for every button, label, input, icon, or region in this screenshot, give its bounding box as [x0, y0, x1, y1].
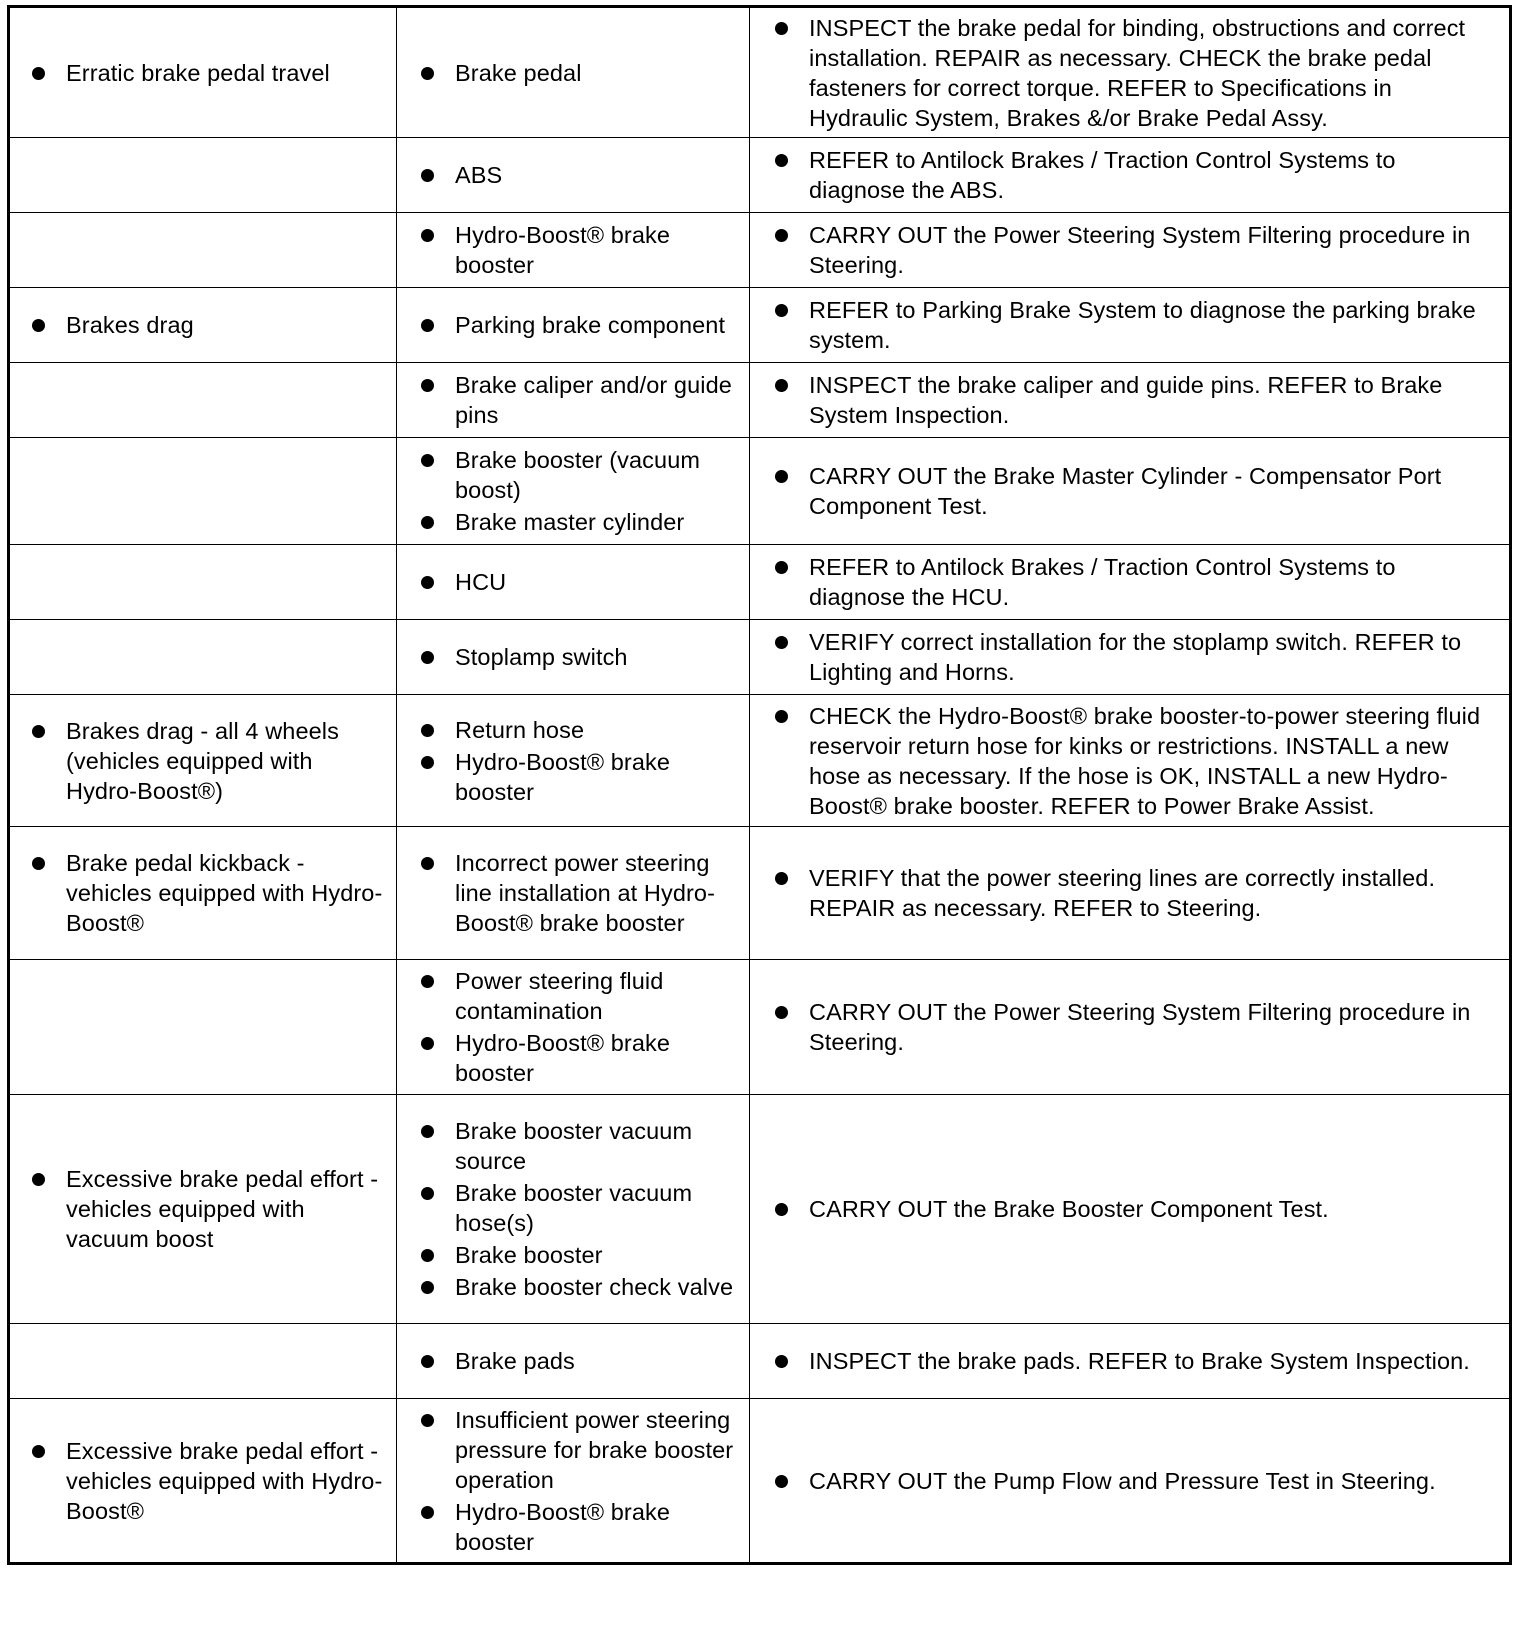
- table-row: [9, 213, 1511, 288]
- source-item: Return hose: [455, 715, 741, 745]
- condition-cell: [9, 960, 397, 1095]
- source-list: [397, 567, 749, 597]
- action-list: [750, 1194, 1509, 1224]
- action-cell: [750, 288, 1511, 363]
- action-cell: [750, 213, 1511, 288]
- condition-cell: [9, 1095, 397, 1324]
- condition-cell: [9, 363, 397, 438]
- source-list: [397, 1116, 749, 1302]
- source-list: [397, 58, 749, 88]
- source-list: [397, 445, 749, 537]
- action-cell: [750, 620, 1511, 695]
- table-row: [9, 7, 1511, 138]
- table-row: [9, 1399, 1511, 1564]
- source-item: Stoplamp switch: [455, 642, 741, 672]
- possible-source-cell: [397, 7, 750, 138]
- source-list: [397, 310, 749, 340]
- source-item: Power steering fluid contamination: [455, 966, 741, 1026]
- possible-source-cell: [397, 138, 750, 213]
- table-row: [9, 620, 1511, 695]
- possible-source-cell: [397, 695, 750, 827]
- source-item: Hydro-Boost® brake booster: [455, 1497, 741, 1557]
- source-item: Brake master cylinder: [455, 507, 741, 537]
- action-list: [750, 997, 1509, 1057]
- action-list: [750, 627, 1509, 687]
- table-row: [9, 138, 1511, 213]
- possible-source-cell: [397, 545, 750, 620]
- source-list: [397, 1405, 749, 1557]
- possible-source-cell: [397, 438, 750, 545]
- source-item: Hydro-Boost® brake booster: [455, 747, 741, 807]
- table-row: [9, 960, 1511, 1095]
- condition-cell: [9, 288, 397, 363]
- possible-source-cell: [397, 1095, 750, 1324]
- possible-source-cell: [397, 363, 750, 438]
- source-item: HCU: [455, 567, 741, 597]
- source-item: ABS: [455, 160, 741, 190]
- action-text: CARRY OUT the Power Steering System Filtering procedure in Steering.: [809, 220, 1497, 280]
- condition-cell: [9, 438, 397, 545]
- action-cell: [750, 695, 1511, 827]
- source-list: [397, 160, 749, 190]
- source-list: [397, 220, 749, 280]
- condition-text: Erratic brake pedal travel: [66, 58, 386, 88]
- action-text: VERIFY correct installation for the stoplamp switch. REFER to Lighting and Horns.: [809, 627, 1497, 687]
- action-text: CARRY OUT the Pump Flow and Pressure Test in Steering.: [809, 1466, 1497, 1496]
- condition-list: [10, 848, 396, 938]
- source-list: [397, 370, 749, 430]
- source-list: [397, 642, 749, 672]
- source-item: Brake pads: [455, 1346, 741, 1376]
- action-list: [750, 370, 1509, 430]
- possible-source-cell: [397, 960, 750, 1095]
- source-item: Brake booster (vacuum boost): [455, 445, 741, 505]
- source-item: Brake booster check valve: [455, 1272, 741, 1302]
- condition-list: [10, 1436, 396, 1526]
- action-list: [750, 701, 1509, 821]
- source-item: Brake caliper and/or guide pins: [455, 370, 741, 430]
- source-list: [397, 848, 749, 938]
- condition-cell: [9, 545, 397, 620]
- action-list: [750, 552, 1509, 612]
- action-cell: [750, 1324, 1511, 1399]
- condition-cell: [9, 695, 397, 827]
- action-list: [750, 461, 1509, 521]
- condition-cell: [9, 1399, 397, 1564]
- condition-cell: [9, 138, 397, 213]
- condition-cell: [9, 213, 397, 288]
- condition-text: Brake pedal kickback - vehicles equipped with Hydro-Boost®: [66, 848, 386, 938]
- action-text: CHECK the Hydro-Boost® brake booster-to-power steering fluid reservoir return hose for kinks or restrictions. INSTALL a new hose as necessary. If the hose is OK, INSTALL a new Hydro-Boost® brake booster. REFER to Power Brake Assist.: [809, 701, 1497, 821]
- condition-list: [10, 58, 396, 88]
- action-list: [750, 1466, 1509, 1496]
- condition-text: Excessive brake pedal effort - vehicles equipped with Hydro-Boost®: [66, 1436, 386, 1526]
- condition-text: Excessive brake pedal effort - vehicles equipped with vacuum boost: [66, 1164, 386, 1254]
- possible-source-cell: [397, 620, 750, 695]
- source-list: [397, 715, 749, 807]
- possible-source-cell: [397, 288, 750, 363]
- table-row: [9, 288, 1511, 363]
- possible-source-cell: [397, 213, 750, 288]
- condition-cell: [9, 827, 397, 960]
- action-cell: [750, 7, 1511, 138]
- action-text: VERIFY that the power steering lines are correctly installed. REPAIR as necessary. REFER to Steering.: [809, 863, 1497, 923]
- action-text: CARRY OUT the Power Steering System Filtering procedure in Steering.: [809, 997, 1497, 1057]
- table-row: [9, 827, 1511, 960]
- action-cell: [750, 827, 1511, 960]
- action-list: [750, 145, 1509, 205]
- condition-cell: [9, 7, 397, 138]
- table-row: [9, 695, 1511, 827]
- source-item: Brake booster vacuum source: [455, 1116, 741, 1176]
- table-row: [9, 1095, 1511, 1324]
- source-list: [397, 966, 749, 1088]
- source-item: Incorrect power steering line installation at Hydro-Boost® brake booster: [455, 848, 741, 938]
- condition-cell: [9, 1324, 397, 1399]
- condition-text: Brakes drag - all 4 wheels (vehicles equipped with Hydro-Boost®): [66, 716, 386, 806]
- action-text: CARRY OUT the Brake Master Cylinder - Compensator Port Component Test.: [809, 461, 1497, 521]
- action-cell: [750, 138, 1511, 213]
- diagnosis-table-body: [9, 7, 1511, 1564]
- source-item: Hydro-Boost® brake booster: [455, 1028, 741, 1088]
- possible-source-cell: [397, 1324, 750, 1399]
- condition-list: [10, 716, 396, 806]
- action-cell: [750, 1095, 1511, 1324]
- action-text: REFER to Parking Brake System to diagnose the parking brake system.: [809, 295, 1497, 355]
- source-item: Brake booster: [455, 1240, 741, 1270]
- table-row: [9, 1324, 1511, 1399]
- table-row: [9, 545, 1511, 620]
- condition-text: Brakes drag: [66, 310, 386, 340]
- action-list: [750, 220, 1509, 280]
- source-item: Insufficient power steering pressure for brake booster operation: [455, 1405, 741, 1495]
- action-cell: [750, 960, 1511, 1095]
- source-list: [397, 1346, 749, 1376]
- condition-list: [10, 1164, 396, 1254]
- action-text: CARRY OUT the Brake Booster Component Test.: [809, 1194, 1497, 1224]
- action-text: INSPECT the brake pads. REFER to Brake System Inspection.: [809, 1346, 1497, 1376]
- action-list: [750, 13, 1509, 133]
- action-text: INSPECT the brake caliper and guide pins. REFER to Brake System Inspection.: [809, 370, 1497, 430]
- action-text: REFER to Antilock Brakes / Traction Control Systems to diagnose the ABS.: [809, 145, 1497, 205]
- source-item: Brake pedal: [455, 58, 741, 88]
- action-cell: [750, 545, 1511, 620]
- condition-cell: [9, 620, 397, 695]
- possible-source-cell: [397, 827, 750, 960]
- action-cell: [750, 1399, 1511, 1564]
- action-cell: [750, 363, 1511, 438]
- action-list: [750, 863, 1509, 923]
- source-item: Parking brake component: [455, 310, 741, 340]
- source-item: Brake booster vacuum hose(s): [455, 1178, 741, 1238]
- action-cell: [750, 438, 1511, 545]
- action-text: REFER to Antilock Brakes / Traction Control Systems to diagnose the HCU.: [809, 552, 1497, 612]
- table-row: [9, 438, 1511, 545]
- diagnosis-table: [7, 5, 1512, 1565]
- table-row: [9, 363, 1511, 438]
- condition-list: [10, 310, 396, 340]
- possible-source-cell: [397, 1399, 750, 1564]
- source-item: Hydro-Boost® brake booster: [455, 220, 741, 280]
- action-list: [750, 295, 1509, 355]
- action-text: INSPECT the brake pedal for binding, obstructions and correct installation. REPAIR as necessary. CHECK the brake pedal fasteners for correct torque. REFER to Specifications in Hydraulic System, Brakes &/or Brake Pedal Assy.: [809, 13, 1497, 133]
- action-list: [750, 1346, 1509, 1376]
